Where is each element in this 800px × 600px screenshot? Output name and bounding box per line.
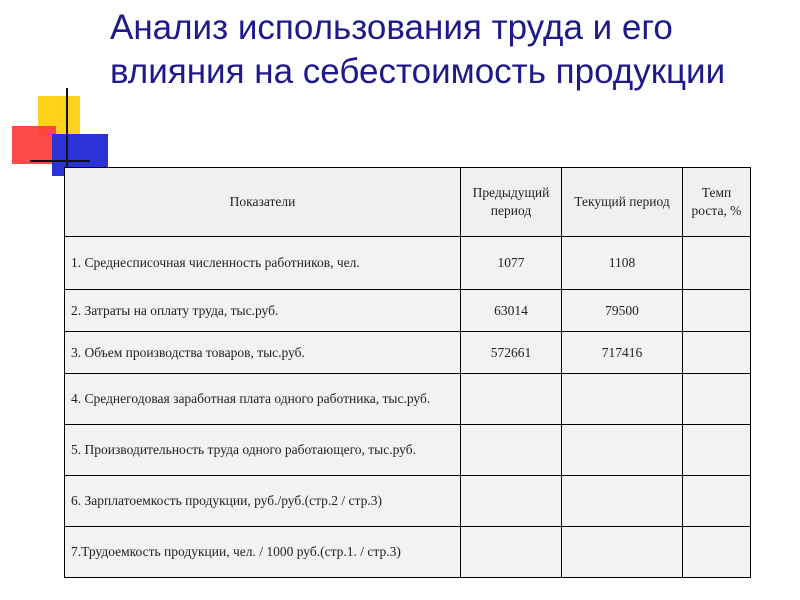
previous-value (461, 527, 562, 578)
current-value (562, 425, 683, 476)
table-row (65, 332, 751, 374)
table-row (65, 527, 751, 578)
current-value: 1108 (562, 237, 683, 290)
growth-value (683, 476, 751, 527)
indicator-cell (65, 290, 461, 332)
current-value (562, 527, 683, 578)
current-value (562, 374, 683, 425)
indicator-label: 7.Трудоемкость продукции, чел. / 1000 руб.(стр.1. / стр.3) (71, 544, 401, 559)
indicator-cell (65, 476, 461, 527)
current-value: 79500 (562, 290, 683, 332)
indicator-label: 3. Объем производства товаров, тыс.руб. (71, 344, 305, 360)
previous-value (461, 425, 562, 476)
indicator-cell (65, 425, 461, 476)
previous-value (461, 476, 562, 527)
previous-value: 1077 (461, 237, 562, 290)
labor-analysis-table (64, 167, 751, 578)
growth-value (683, 332, 751, 374)
indicator-label: 4. Среднегодовая заработная плата одного работника, тыс.руб. (71, 391, 431, 406)
indicator-cell (65, 374, 461, 425)
header-growth-rate: Темп роста, % (683, 168, 751, 237)
growth-value (683, 425, 751, 476)
current-value (562, 476, 683, 527)
indicator-label: 5. Производительность труда одного работающего, тыс.руб. (71, 442, 417, 457)
indicator-label: 2. Затраты на оплату труда, тыс.руб. (71, 302, 279, 318)
table-row (65, 290, 751, 332)
growth-value (683, 527, 751, 578)
header-previous-period: Предыдущий период (461, 168, 562, 237)
header-indicators: Показатели (65, 168, 461, 237)
current-value: 717416 (562, 332, 683, 374)
table-row (65, 237, 751, 290)
indicator-cell (65, 237, 461, 290)
indicator-cell (65, 527, 461, 578)
previous-value: 63014 (461, 290, 562, 332)
decor-red-square (12, 126, 56, 164)
decor-horizontal-line (30, 160, 90, 162)
previous-value: 572661 (461, 332, 562, 374)
indicator-cell (65, 332, 461, 374)
table-row (65, 425, 751, 476)
table-row (65, 374, 751, 425)
indicator-label: 6. Зарплатоемкость продукции, руб./руб.(стр.2 / стр.3) (71, 493, 382, 508)
growth-value (683, 290, 751, 332)
indicator-label: 1. Среднесписочная численность работников, чел. (71, 255, 360, 270)
table-row (65, 476, 751, 527)
growth-value (683, 374, 751, 425)
header-current-period: Текущий период (562, 168, 683, 237)
previous-value (461, 374, 562, 425)
slide-title: Анализ использования труда и его влияния на себестоимость продукции (110, 8, 726, 91)
growth-value (683, 237, 751, 290)
table-header-row (65, 168, 751, 237)
